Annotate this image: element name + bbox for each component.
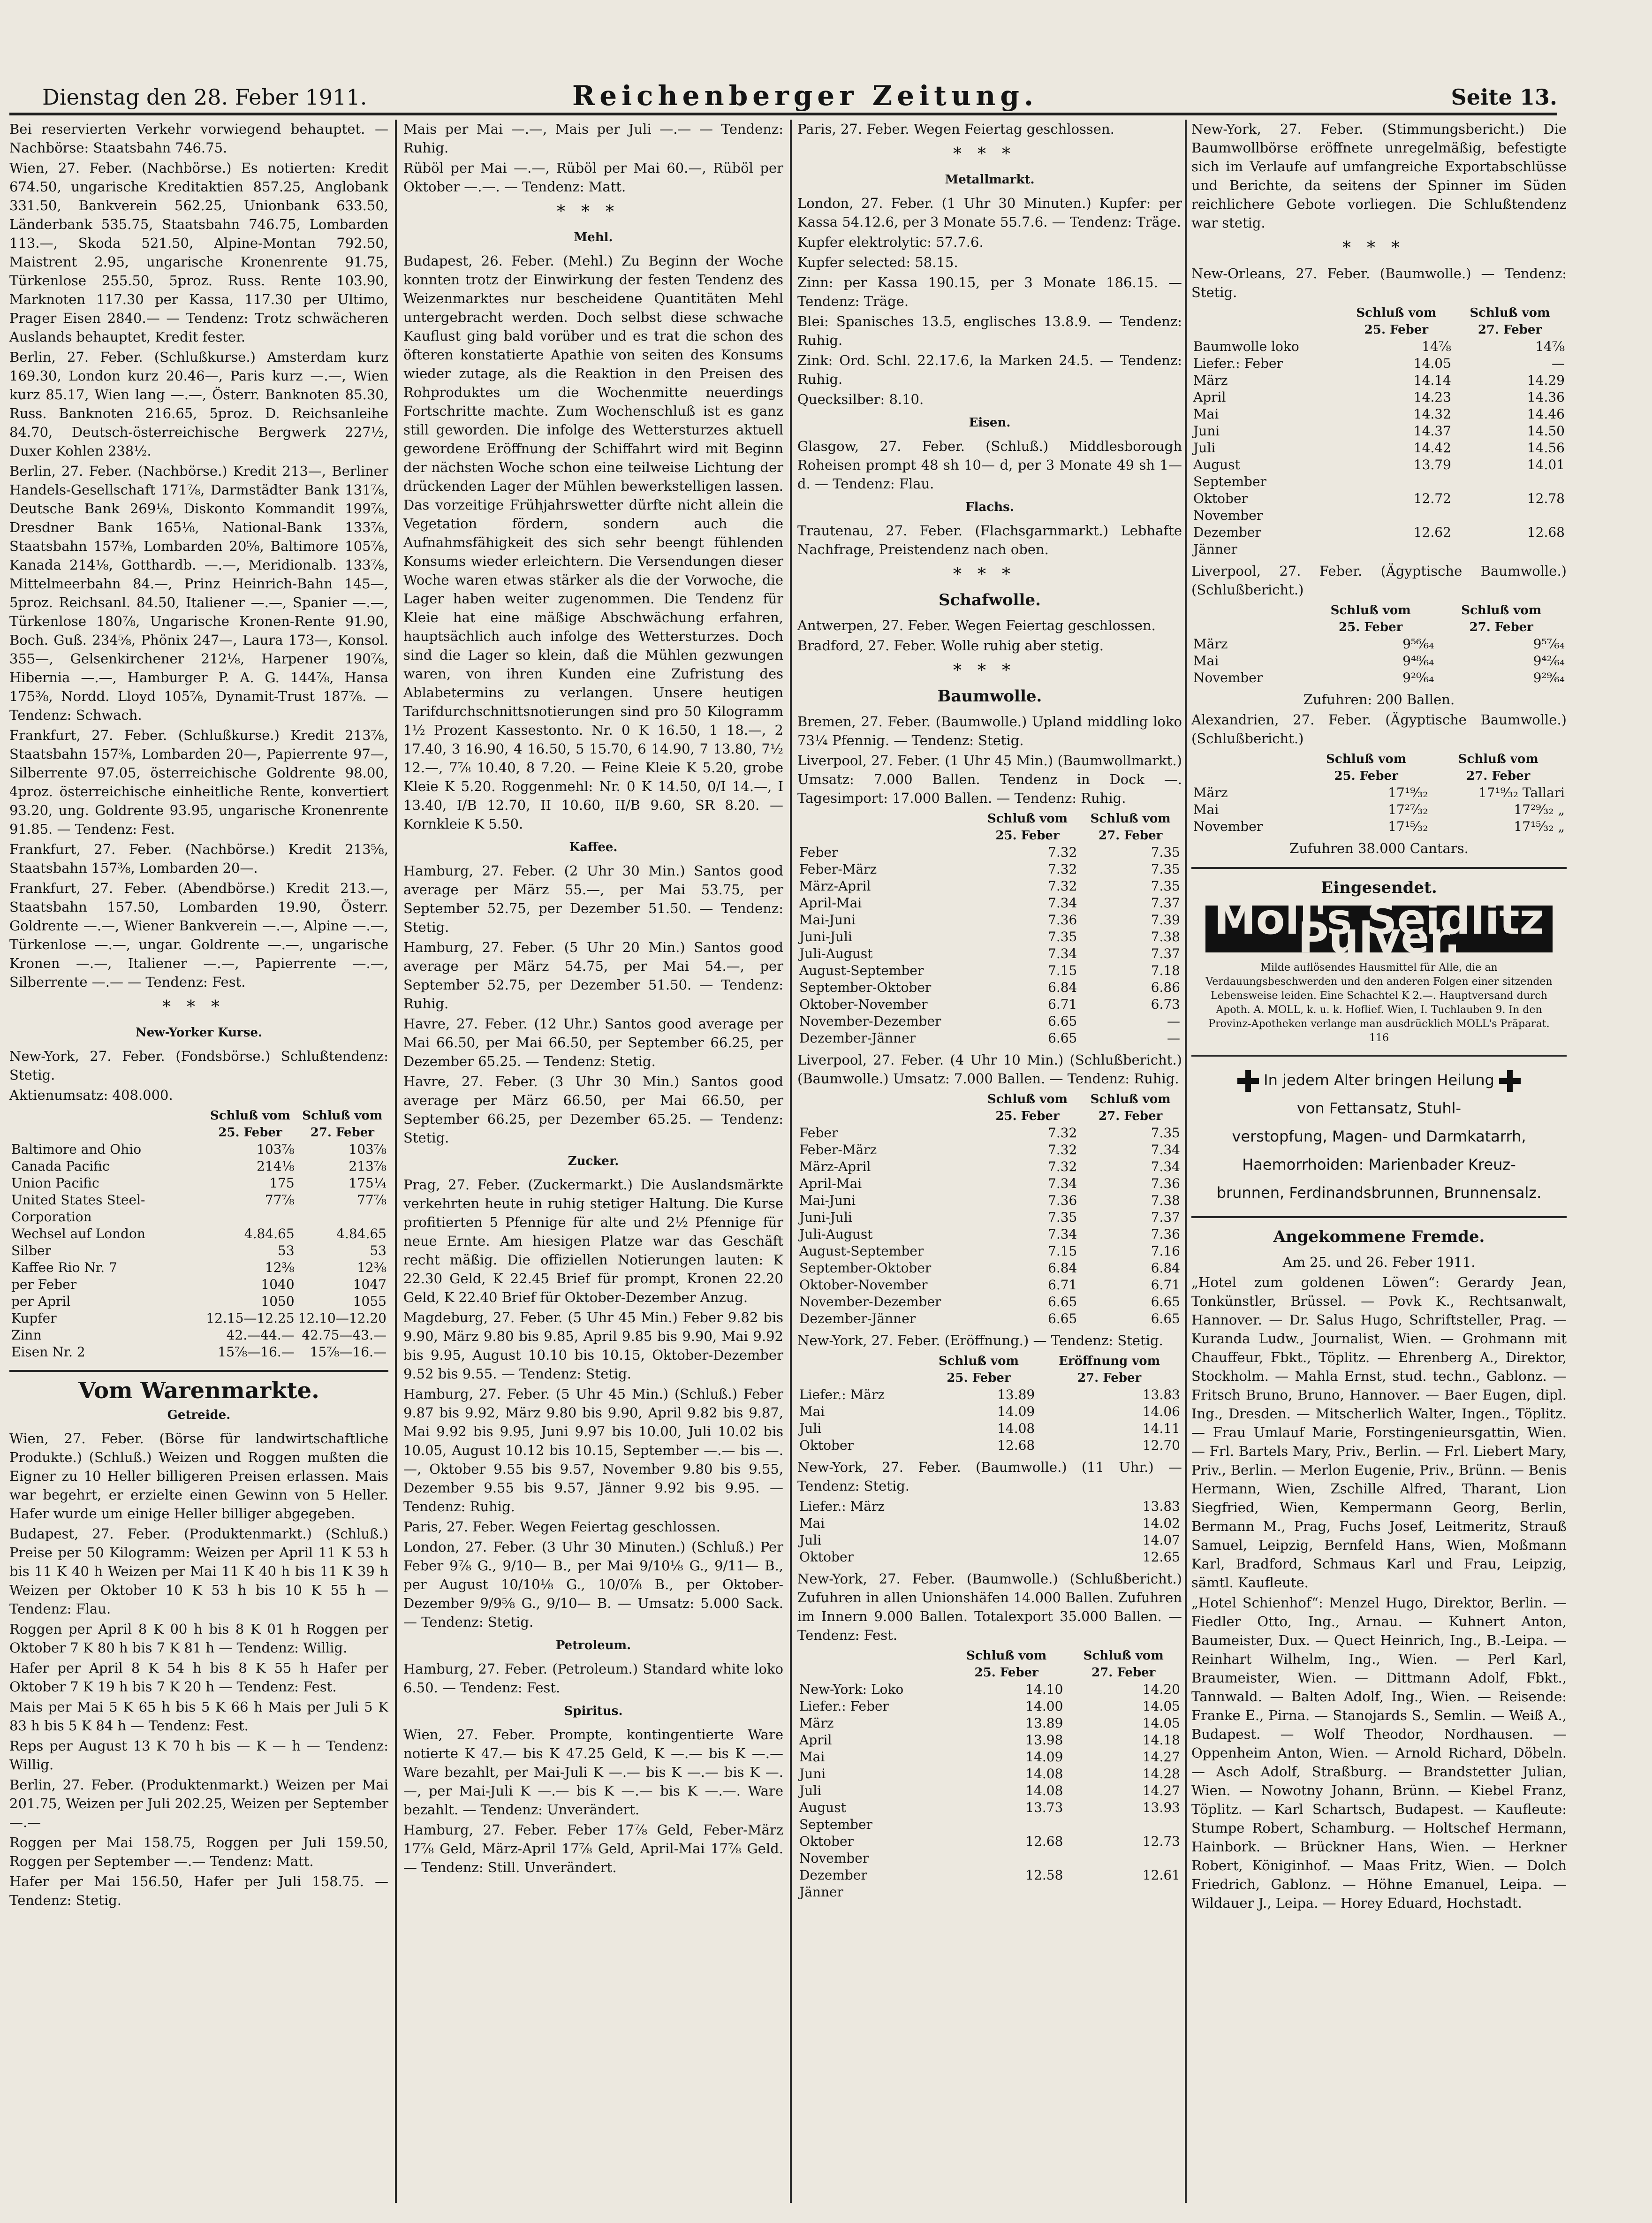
column-1 bbox=[9, 120, 388, 2203]
table-header: 25. Feber bbox=[995, 829, 1060, 843]
table-header: 25. Feber bbox=[218, 1126, 282, 1140]
table-row: Oktober 12.68 12.70 bbox=[799, 1438, 1180, 1453]
table-header: 27. Feber bbox=[1077, 1371, 1142, 1385]
table-row: Juli 14.08 14.11 bbox=[799, 1421, 1180, 1436]
advertisement-logo: Moll's Seidlitz Pulver. bbox=[1205, 906, 1553, 952]
table-row: März 14.14 14.29 bbox=[1193, 373, 1565, 388]
article-paragraph: Reps per August 13 K 70 h bis — K — h — Tendenz: Willig. bbox=[9, 1738, 388, 1773]
table-row: United States Steel-Corporation 77⅞ 77⅞ bbox=[11, 1192, 386, 1225]
table-row: Juni 14.37 14.50 bbox=[1193, 423, 1565, 439]
market-table bbox=[1191, 602, 1567, 686]
article-paragraph: London, 27. Feber. (3 Uhr 30 Minuten.) (Schluß.) Per Feber 9⅞ G., 9/10— B., per Mai 9/10⅛ G., 9/11— B., per August 10/10⅛ G., 10/0⅞ B., per Oktober-Dezember 9/9⅝ G., 9/10— B. — Umsatz: 5.000 Sack. — Tendenz: Stetig. bbox=[403, 1539, 783, 1630]
table-row: Juni-Juli 7.35 7.37 bbox=[799, 1210, 1180, 1225]
article-paragraph: Zink: Ord. Schl. 22.17.6, la Marken 24.5. — Tendenz: Ruhig. bbox=[797, 352, 1182, 387]
column-3 bbox=[797, 120, 1182, 2203]
table-row: Mai-Juni 7.36 7.38 bbox=[799, 1193, 1180, 1208]
table-row: März-April 7.32 7.34 bbox=[799, 1159, 1180, 1174]
table-header: Schluß vom bbox=[1470, 306, 1550, 320]
ad-line: von Fettansatz, Stuhl- bbox=[1296, 1099, 1462, 1117]
table-row: Mai 9⁴⁸⁄₆₄ 9⁴²⁄₆₄ bbox=[1193, 653, 1565, 669]
section-heading: Baumwolle. bbox=[937, 687, 1042, 706]
table-row: Mai 14.32 14.46 bbox=[1193, 406, 1565, 422]
table-row: Feber-März 7.32 7.35 bbox=[799, 861, 1180, 877]
table-row: März 13.89 14.05 bbox=[799, 1715, 1180, 1731]
article-paragraph: New-Orleans, 27. Feber. (Baumwolle.) — Tendenz: Stetig. bbox=[1191, 266, 1567, 300]
table-row: April-Mai 7.34 7.37 bbox=[799, 895, 1180, 911]
section-heading: Eingesendet. bbox=[1321, 878, 1437, 897]
article-paragraph: New-York, 27. Feber. (Baumwolle.) (Schlußbericht.) Zufuhren in allen Unionshäfen 14.000 Ballen. Zufuhren im Innern 9.000 Ballen. Totalexport 35.000 Ballen. — Tendenz: Fest. bbox=[797, 1571, 1182, 1643]
article-paragraph: Frankfurt, 27. Feber. (Nachbörse.) Kredit 213⅝, Staatsbahn 157⅜, Lombarden 20—. bbox=[9, 841, 388, 876]
table-row: Jänner bbox=[799, 1884, 843, 1900]
article-paragraph: Hamburg, 27. Feber. (5 Uhr 45 Min.) (Schluß.) Feber 9.87 bis 9.92, März 9.80 bis 9.90, April 9.82 bis 9.87, Mai 9.92 bis 9.95, Juni 9.97 bis 10.00, Juli 10.02 bis 10.05, August 10.12 bis 10.15, September —.— bis —.—, Oktober 9.55 bis 9.57, November 9.80 bis 9.55, Dezember 9.55 bis 9.57, Jänner 9.92 bis 9.95. — Tendenz: Ruhig. bbox=[403, 1386, 783, 1515]
table-row: Liefer.: März 13.83 bbox=[799, 1499, 1180, 1514]
table-header: Schluß vom bbox=[1458, 752, 1538, 766]
table-row: Dezember 12.58 12.61 bbox=[799, 1867, 1180, 1883]
column-divider bbox=[1185, 120, 1187, 2203]
section-rule bbox=[1191, 867, 1567, 869]
table-header: Schluß vom bbox=[302, 1109, 383, 1123]
article-paragraph: Zufuhren: 200 Ballen. bbox=[1303, 692, 1455, 708]
table-row: Silber 53 53 bbox=[11, 1243, 386, 1258]
advertisement-mineral-water bbox=[1191, 1066, 1567, 1207]
article-paragraph: Berlin, 27. Feber. (Nachbörse.) Kredit 213—, Berliner Handels-Gesellschaft 171⅞, Darmstädter Bank 131⅞, Deutsche Bank 269⅛, Diskonto Kommandit 199⅞, Dresdner Bank 165⅛, National-Bank 133⅞, Staatsbahn 157⅜, Lombarden 20⅝, Baltimore 105⅞, Kanada 214⅛, Gotthardb. —.—, Meridionalb. 133⅞, Mittelmeerbahn 84.—, Prinz Heinrich-Bahn 145—, 5proz. Reichsanl. 84.50, Italiener —.—, Spanier —.—, Türkenlose 180⅞, Ungarische Kronen-Rente 91.90, Boch. Guß. 234⅝, Phönix 247—, Laura 173—, Konsol. 355—, Gelsenkirchener 212⅛, Harpener 190⅞, Hibernia —.—, Hamburger P. A. G. 144⅞, Hansa 175⅜, Nordd. Lloyd 105⅞, Dynamit-Trust 187⅞. — Tendenz: Schwach. bbox=[9, 463, 388, 723]
market-table bbox=[797, 1353, 1182, 1454]
article-paragraph: Hafer per April 8 K 54 h bis 8 K 55 h Hafer per Oktober 7 K 19 h bis 7 K 20 h — Tendenz: Fest. bbox=[9, 1660, 388, 1695]
table-row: Dezember-Jänner 6.65 6.65 bbox=[799, 1311, 1180, 1326]
article-paragraph: Paris, 27. Feber. Wegen Feiertag geschlossen. bbox=[403, 1519, 720, 1535]
table-header: 27. Feber bbox=[1478, 323, 1542, 337]
table-row: Zinn 42.—44.— 42.75—43.— bbox=[11, 1327, 386, 1343]
article-paragraph: Wien, 27. Feber. (Börse für landwirtschaftliche Produkte.) (Schluß.) Weizen und Roggen mußten die Eigner zu 10 Heller billigeren Preisen erlassen. Mais war begehrt, er erzielte einen Gewinn von 5 Heller. Hafer wurde um einige Heller billiger abgegeben. bbox=[9, 1431, 388, 1522]
article-paragraph: Budapest, 26. Feber. (Mehl.) Zu Beginn der Woche konnten trotz der Einwirkung der festen Tendenz des Weizenmarktes nur bescheidene Quantitäten Mehl untergebracht werden. Doch selbst diese schwache Kauflust ging bald vorüber und es trat die schon des öfteren konstatierte Apathie von seiten des Konsums wieder zutage, als die Reaktion in den Preisen des Rohproduktes um die Wochenmitte neuerdings Fortschritte machte. Zum Wochenschluß ist es ganz still geworden. Die infolge des Wettersturzes aktuell gewordene Eröffnung der Schiffahrt wird mit Beginn der nächsten Woche schon eine teilweise Lichtung der drückenden Lager der Mühlen bewerkstelligen lassen. Das vorzeitige Frühjahrswetter dürfte nicht allein die Vegetation fördern, sondern auch die Aufnahmsfähigkeit des sich sehr beengt fühlenden Konsums wieder erleichtern. Die Versendungen dieser Woche waren etwas stärker als die der Vorwoche, die Lager haben weiter zugenommen. Die Tendenz für Kleie hat eine mäßige Abschwächung erfahren, hauptsächlich auch infolge des Wettersturzes. Doch sind die Lager so klein, daß die Mühlen gezwungen waren, von ihren Kunden eine Zufristung des Ablabetermins zu verlangen. Unsere heutigen Tarifdurchschnittsnotierungen sind pro 50 Kilogramm 1½ Prozent Kassestonto. Nr. 0 K 16.50, 1 18.—, 2 17.40, 3 16.90, 4 16.50, 5 15.70, 6 14.90, 7 13.80, 7½ 12.—, 7⅞ 10.40, 8 7.20. — Feine Kleie K 5.20, grobe Kleie K 5.20. Roggenmehl: Nr. 0 K 14.50, 0/I 14.—, I 13.40, I/B 12.70, II 10.60, II/B 9.60, SR 8.20. — Kornkleie K 5.50. bbox=[403, 253, 783, 832]
table-header: Schluß vom bbox=[1090, 1092, 1171, 1106]
ad-line: verstopfung, Magen- und Darmkatarrh, bbox=[1232, 1127, 1526, 1145]
article-paragraph: Paris, 27. Feber. Wegen Feiertag geschlossen. bbox=[797, 121, 1114, 137]
article-paragraph: Hamburg, 27. Feber. (2 Uhr 30 Min.) Santos good average per März 55.—, per Mai 53.75, per September 52.75, per Dezember 51.50. — Tendenz: Stetig. bbox=[403, 863, 783, 935]
article-paragraph: Glasgow, 27. Feber. (Schluß.) Middlesborough Roheisen prompt 48 sh 10— d, per 3 Monate 49 sh 1— d. — Tendenz: Flau. bbox=[797, 438, 1182, 492]
article-paragraph: Zinn: per Kassa 190.15, per 3 Monate 186.15. — Tendenz: Träge. bbox=[797, 274, 1182, 309]
page-number: Seite 13. bbox=[1451, 84, 1557, 110]
table-row: Feber 7.32 7.35 bbox=[799, 845, 1180, 860]
article-paragraph: New-York, 27. Feber. (Eröffnung.) — Tendenz: Stetig. bbox=[797, 1332, 1163, 1348]
article-paragraph: Havre, 27. Feber. (12 Uhr.) Santos good average per Mai 66.50, per Mai 66.50, per September 66.25, per Dezember 65.25. — Tendenz: Stetig. bbox=[403, 1016, 783, 1069]
table-row: September-Oktober 6.84 6.86 bbox=[799, 980, 1180, 995]
table-row: Liefer.: März 13.89 13.83 bbox=[799, 1387, 1180, 1402]
table-header: 25. Feber bbox=[974, 1666, 1038, 1680]
section-rule bbox=[1191, 1055, 1567, 1057]
table-row: Eisen Nr. 2 15⅞—16.— 15⅞—16.— bbox=[11, 1344, 386, 1360]
section-heading: Vom Warenmarkte. bbox=[78, 1378, 319, 1404]
table-row: Mai-Juni 7.36 7.39 bbox=[799, 912, 1180, 928]
table-row: Juli-August 7.34 7.37 bbox=[799, 946, 1180, 961]
table-header: 27. Feber bbox=[1099, 1109, 1163, 1123]
subsection-heading: Metallmarkt. bbox=[945, 173, 1035, 187]
article-paragraph: Roggen per April 8 K 00 h bis 8 K 01 h Roggen per Oktober 7 K 80 h bis 7 K 81 h — Tendenz: Willig. bbox=[9, 1621, 388, 1656]
table-row: Baltimore and Ohio 103⅞ 103⅞ bbox=[11, 1142, 386, 1157]
column-divider bbox=[395, 120, 397, 2203]
market-table bbox=[797, 1498, 1182, 1566]
article-paragraph: Bei reservierten Verkehr vorwiegend behauptet. — Nachbörse: Staatsbahn 746.75. bbox=[9, 121, 388, 156]
table-row: Canada Pacific 214⅛ 213⅞ bbox=[11, 1158, 386, 1174]
section-separator: *** bbox=[1342, 238, 1416, 258]
table-row: November 17¹⁵⁄₃₂ 17¹⁵⁄₃₂ „ bbox=[1193, 819, 1565, 834]
table-row: November bbox=[799, 1850, 869, 1866]
article-paragraph: Wien, 27. Feber. (Nachbörse.) Es notierten: Kredit 674.50, ungarische Kreditaktien 857.25, Anglobank 331.50, Bankverein 562.25, Unionbank 633.50, Länderbank 535.75, Staatsbahn 746.75, Lombarden 113.—, Skoda 521.50, Alpine-Montan 792.50, Maistrent 2.95, ungarische Kronenrente 91.75, Türkenlose 255.50, 5proz. Russ. Rente 103.90, Marknoten 117.30 per Kassa, 117.30 per Ultimo, Prager Eisen 2840.— — Tendenz: Trotz schwächeren Auslands behauptet, Kredit fester. bbox=[9, 160, 388, 345]
table-row: März 9⁵⁶⁄₆₄ 9⁵⁷⁄₆₄ bbox=[1193, 636, 1565, 652]
table-header: Schluß vom bbox=[210, 1109, 291, 1123]
column-4 bbox=[1191, 120, 1567, 2203]
article-paragraph: Havre, 27. Feber. (3 Uhr 30 Min.) Santos good average per März 66.50, per Mai 66.50, per September 66.25, per Dezember 65.25. — Tendenz: Stetig. bbox=[403, 1073, 783, 1146]
article-paragraph: Magdeburg, 27. Feber. (5 Uhr 45 Min.) Feber 9.82 bis 9.90, März 9.80 bis 9.85, April 9.85 bis 9.90, Mai 9.92 bis 9.95, August 10.10 bis 10.15, Oktober-Dezember 9.52 bis 9.55. — Tendenz: Stetig. bbox=[403, 1309, 783, 1382]
article-paragraph: Zufuhren 38.000 Cantars. bbox=[1289, 840, 1469, 856]
table-row: Union Pacific 175 175¼ bbox=[11, 1175, 386, 1191]
market-table bbox=[797, 810, 1182, 1047]
table-row: September-Oktober 6.84 6.84 bbox=[799, 1260, 1180, 1276]
section-heading: New-Yorker Kurse. bbox=[135, 1026, 263, 1040]
table-row: Juli 14.07 bbox=[799, 1532, 1180, 1548]
table-header: Schluß vom bbox=[966, 1649, 1047, 1663]
article-paragraph: Frankfurt, 27. Feber. (Abendbörse.) Kredit 213.—, Staatsbahn 157.50, Lombarden 19.90, Österr. Goldrente —.—, Wiener Bankverein —.—, Alpine —.—, Türkenlose —.—, ungar. Goldrente —.—, ungarische Kronen —.—, Italiener —.—, Papierrente —.—, Silberrente —.— — Tendenz: Fest. bbox=[9, 880, 388, 990]
article-paragraph: Liverpool, 27. Feber. (4 Uhr 10 Min.) (Schlußbericht.) (Baumwolle.) Umsatz: 7.000 Ballen. — Tendenz: Ruhig. bbox=[797, 1052, 1182, 1087]
table-header: 25. Feber bbox=[1334, 769, 1398, 783]
article-paragraph: Hamburg, 27. Feber. (5 Uhr 20 Min.) Santos good average per März 54.75, per Mai 54.—, per September 52.75, per Dezember 51.50. — Tendenz: Ruhig. bbox=[403, 939, 783, 1012]
section-rule bbox=[1191, 1216, 1567, 1218]
table-row: August 13.73 13.93 bbox=[799, 1800, 1180, 1815]
advertisement-text: Milde auflösendes Hausmittel für Alle, die an Verdauungsbeschwerden und den anderen Folgen einer sitzenden Lebensweise leiden. Eine Schachtel K 2.—. Hauptversand durch Apoth. A. MOLL, k. u. k. Hoflief. Wien, I. Tuchlauben 9. In den Provinz-Apotheken verlange man ausdrücklich MOLL's Präparat. 116 bbox=[1205, 962, 1553, 1044]
table-header: Eröffnung vom bbox=[1059, 1354, 1160, 1368]
table-header: Schluß vom bbox=[987, 812, 1068, 826]
article-paragraph: Kupfer elektrolytic: 57.7.6. bbox=[797, 234, 984, 250]
article-paragraph: Am 25. und 26. Feber 1911. bbox=[1282, 1254, 1476, 1270]
article-paragraph: Roggen per Mai 158.75, Roggen per Juli 159.50, Roggen per September —.— Tendenz: Matt. bbox=[9, 1835, 388, 1869]
section-separator: *** bbox=[162, 997, 235, 1017]
article-paragraph: Bremen, 27. Feber. (Baumwolle.) Upland middling loko 73¼ Pfennig. — Tendenz: Stetig. bbox=[797, 714, 1182, 748]
cross-icon bbox=[1499, 1070, 1521, 1092]
table-header: Schluß vom bbox=[1090, 812, 1171, 826]
table-row: September bbox=[1193, 474, 1266, 489]
article-paragraph: Rüböl per Mai —.—, Rüböl per Mai 60.—, Rüböl per Oktober —.—. — Tendenz: Matt. bbox=[403, 160, 783, 195]
ad-line: Haemorrhoiden: Marienbader Kreuz- bbox=[1242, 1156, 1516, 1173]
table-header: 27. Feber bbox=[310, 1126, 374, 1140]
article-paragraph: Bradford, 27. Feber. Wolle ruhig aber stetig. bbox=[797, 638, 1104, 654]
subsection-heading: Spiritus. bbox=[564, 1704, 623, 1718]
table-row: Oktober 12.65 bbox=[799, 1549, 1180, 1565]
article-paragraph: Liverpool, 27. Feber. (Ägyptische Baumwolle.) (Schlußbericht.) bbox=[1191, 563, 1567, 598]
table-row: März-April 7.32 7.35 bbox=[799, 878, 1180, 894]
ad-line bbox=[1191, 1066, 1567, 1094]
table-header: 27. Feber bbox=[1466, 769, 1531, 783]
article-paragraph: New-York, 27. Feber. (Stimmungsbericht.) Die Baumwollbörse eröffnete unregelmäßig, befestigte sich im Verlaufe auf umfangreiche Exportabschlüsse und Berichte, da seitens der Spinner im Süden reichlichere Gebote vorliegen. Die Schlußtendenz war stetig. bbox=[1191, 121, 1567, 231]
table-header: 25. Feber bbox=[947, 1371, 1011, 1385]
table-header: 27. Feber bbox=[1469, 620, 1533, 634]
table-row: Jänner bbox=[1193, 541, 1237, 557]
table-row: August-September 7.15 7.16 bbox=[799, 1243, 1180, 1259]
table-row: März 17¹⁹⁄₃₂ 17¹⁹⁄₃₂ Tallari bbox=[1193, 785, 1565, 800]
table-row: November-Dezember 6.65 6.65 bbox=[799, 1294, 1180, 1309]
article-paragraph: Hamburg, 27. Feber. (Petroleum.) Standard white loko 6.50. — Tendenz: Fest. bbox=[403, 1661, 783, 1696]
table-header: Schluß vom bbox=[1461, 603, 1542, 617]
article-paragraph: Blei: Spanisches 13.5, englisches 13.8.9. — Tendenz: Ruhig. bbox=[797, 313, 1182, 348]
subsection-heading: Zucker. bbox=[568, 1154, 619, 1168]
table-row: per Feber 1040 1047 bbox=[11, 1277, 386, 1292]
masthead bbox=[9, 70, 1557, 115]
article-paragraph: Prag, 27. Feber. (Zuckermarkt.) Die Auslandsmärkte verkehrten heute in ruhig stetiger Haltung. Die Kurse profitierten 5 Pfennige für alte und 2½ Pfennige für neue Ernte. Am hiesigen Platze war das Geschäft recht mäßig. Die offiziellen Notierungen lauten: K 22.30 Geld, K 22.45 Brief für prompt, Kronen 22.20 Geld, K 22.40 Brief für Oktober-Dezember Anzug. bbox=[403, 1177, 783, 1305]
table-row: Oktober 12.68 12.73 bbox=[799, 1834, 1180, 1849]
article-paragraph: Mais per Mai 5 K 65 h bis 5 K 66 h Mais per Juli 5 K 83 h bis 5 K 84 h — Tendenz: Fest. bbox=[9, 1699, 388, 1734]
table-row: Juni-Juli 7.35 7.38 bbox=[799, 929, 1180, 944]
subsection-heading: Flachs. bbox=[965, 500, 1014, 514]
table-row: Dezember-Jänner 6.65 — bbox=[799, 1030, 1180, 1046]
subsection-heading: Petroleum. bbox=[555, 1638, 631, 1652]
article-paragraph: Alexandrien, 27. Feber. (Ägyptische Baumwolle.) (Schlußbericht.) bbox=[1191, 712, 1567, 746]
article-paragraph: London, 27. Feber. (1 Uhr 30 Minuten.) Kupfer: per Kassa 54.12.6, per 3 Monate 55.7.6. — Tendenz: Träge. bbox=[797, 195, 1182, 230]
table-row: Kaffee Rio Nr. 7 12⅜ 12⅜ bbox=[11, 1260, 386, 1275]
article-paragraph: Berlin, 27. Feber. (Produktenmarkt.) Weizen per Mai 201.75, Weizen per Juli 202.25, Weizen per September —.— bbox=[9, 1777, 388, 1830]
article-paragraph: Frankfurt, 27. Feber. (Schlußkurse.) Kredit 213⅞, Staatsbahn 157⅜, Lombarden 20—, Papierrente 97—, Silberrente 97.05, österreichische Goldrente 98.00, 4proz. österreichische einheitliche Rente, konvertiert 93.20, ung. Goldrente 93.95, ungarische Kronenrente 91.85. — Tendenz: Fest. bbox=[9, 727, 388, 837]
cross-icon bbox=[1237, 1070, 1259, 1092]
market-table bbox=[1191, 751, 1567, 835]
article-paragraph: Antwerpen, 27. Feber. Wegen Feiertag geschlossen. bbox=[797, 617, 1156, 633]
market-table bbox=[797, 1647, 1182, 1901]
article-paragraph: Quecksilber: 8.10. bbox=[797, 391, 924, 407]
article-paragraph: Mais per Mai —.—, Mais per Juli —.— — Tendenz: Ruhig. bbox=[403, 121, 783, 156]
section-heading: Angekommene Fremde. bbox=[1273, 1227, 1485, 1246]
table-row: Oktober-November 6.71 6.73 bbox=[799, 997, 1180, 1012]
article-paragraph: New-York, 27. Feber. (Fondsbörse.) Schlußtendenz: Stetig. bbox=[9, 1048, 388, 1083]
table-row: Mai 14.09 14.06 bbox=[799, 1404, 1180, 1419]
section-heading: Schafwolle. bbox=[939, 591, 1041, 609]
article-paragraph: Liverpool, 27. Feber. (1 Uhr 45 Min.) (Baumwollmarkt.) Umsatz: 7.000 Ballen. Tendenz in Dock —. Tagesimport: 17.000 Ballen. — Tendenz: Ruhig. bbox=[797, 753, 1182, 806]
table-row: Mai 14.02 bbox=[799, 1515, 1180, 1531]
subsection-heading: Mehl. bbox=[574, 230, 613, 244]
subsection-heading: Kaffee. bbox=[569, 840, 618, 854]
table-row: Feber 7.32 7.35 bbox=[799, 1125, 1180, 1141]
table-row: April-Mai 7.34 7.36 bbox=[799, 1176, 1180, 1191]
table-header: 25. Feber bbox=[995, 1109, 1060, 1123]
table-row: Wechsel auf London 4.84.65 4.84.65 bbox=[11, 1226, 386, 1241]
table-row: April 13.98 14.18 bbox=[799, 1732, 1180, 1748]
table-row: Liefer.: Feber 14.00 14.05 bbox=[799, 1698, 1180, 1714]
table-row: November bbox=[1193, 508, 1263, 523]
article-paragraph: Aktienumsatz: 408.000. bbox=[9, 1087, 173, 1103]
table-row: November-Dezember 6.65 — bbox=[799, 1013, 1180, 1029]
section-separator: *** bbox=[953, 661, 1026, 680]
table-row: Kupfer 12.15—12.25 12.10—12.20 bbox=[11, 1310, 386, 1326]
table-row: Feber-März 7.32 7.34 bbox=[799, 1142, 1180, 1157]
article-paragraph: Trautenau, 27. Feber. (Flachsgarnmarkt.) Lebhafte Nachfrage, Preistendenz nach oben. bbox=[797, 523, 1182, 557]
article-paragraph: Berlin, 27. Feber. (Schlußkurse.) Amsterdam kurz 169.30, London kurz 20.46—, Paris kurz —.—, Wien kurz 85.17, Wien lang —.—, Österr. Banknoten 85.30, Russ. Banknoten 216.65, 5proz. D. Reichsanleihe 84.70, Deutsch-österreichische Bergwerk 227½, Duxer Kohlen 238½. bbox=[9, 349, 388, 459]
table-header: 25. Feber bbox=[1339, 620, 1403, 634]
table-row: Juni 14.08 14.28 bbox=[799, 1766, 1180, 1781]
table-row: Juli-August 7.34 7.36 bbox=[799, 1226, 1180, 1242]
table-header: Schluß vom bbox=[1083, 1649, 1164, 1663]
subsection-heading: Getreide. bbox=[167, 1408, 231, 1422]
market-table bbox=[9, 1107, 388, 1361]
table-row: Juli 14.08 14.27 bbox=[799, 1783, 1180, 1798]
article-paragraph: Hafer per Mai 156.50, Hafer per Juli 158.75. — Tendenz: Stetig. bbox=[9, 1873, 388, 1908]
article-paragraph: Wien, 27. Feber. Prompte, kontingentierte Ware notierte K 47.— bis K 47.25 Geld, K —.— bis K —.— Ware bezahlt, per Mai-Juli K —.— bis K —.— bis K —.—, per Mai-Juli K —.— bis K —.— bis K —.—. Ware bezahlt. — Tendenz: Unverändert. bbox=[403, 1727, 783, 1818]
table-header: Schluß vom bbox=[938, 1354, 1019, 1368]
table-header: Schluß vom bbox=[987, 1092, 1068, 1106]
table-row: Juli 14.42 14.56 bbox=[1193, 440, 1565, 456]
table-row: Mai 14.09 14.27 bbox=[799, 1749, 1180, 1765]
table-row: Dezember 12.62 12.68 bbox=[1193, 525, 1565, 540]
newspaper-title: Reichenberger Zeitung. bbox=[572, 80, 1038, 112]
table-row: Baumwolle loko 14⅞ 14⅞ bbox=[1193, 339, 1565, 354]
article-paragraph: Kupfer selected: 58.15. bbox=[797, 254, 958, 270]
table-row: Oktober 12.72 12.78 bbox=[1193, 491, 1565, 506]
article-paragraph: „Hotel zum goldenen Löwen“: Gerardy Jean, Tonkünstler, Brüssel. — Povk K., Rechtsanwalt, Hannover. — Dr. Salus Hugo, Schriftsteller, Prag. — Kuranda Ludw., Journalist, Wien. — Grohmann mit Chauffeur, Fbkt., Töplitz. — Ehrenberg A., Direktor, Stockholm. — Mahla Ernst, stud. techn., Gablonz. — Fritsch Bruno, Bruno, Hannover. — Baer Eugen, dipl. Ing., Dresden. — Mitscherlich Walter, Ingen., Töplitz. — Frau Umlauf Marie, Forstingenieursgattin, Wien. — Frl. Bartels Mary, Priv., Berlin. — Frl. Liebert Mary, Priv., Berlin. — Merlon Eugenie, Priv., Brünn. — Benis Hermann, Wien, Zschille Alfred, Tharant, Lion Siegfried, Wien, Kempermann Georg, Berlin, Bermann M., Prag, Fuchs Josef, Leitmeritz, Strauß Samuel, Leipzig, Bernfeld Hans, Wien, Moßmann Karl, Bradford, Schmaus Karl und Frau, Leipzig, sämtl. Kaufleute. bbox=[1191, 1274, 1567, 1591]
section-separator: *** bbox=[557, 202, 630, 221]
column-2 bbox=[403, 120, 783, 2203]
market-table bbox=[797, 1091, 1182, 1327]
article-paragraph: „Hotel Schienhof“: Menzel Hugo, Direktor, Berlin. — Fiedler Otto, Ing., Arnau. — Kuhnert Anton, Baumeister, Dux. — Quect Heinrich, Ing., B.-Leipa. — Reinhart Wilhelm, Ing., Wien. — Perl Karl, Braumeister, Wien. — Dittmann Adolf, Fbkt., Tannwald. — Balten Adolf, Ing., Wien. — Reisende: Franke E., Pirna. — Stanojards S., Semlin. — Weiß A., Budapest. — Wolf Theodor, Nordhausen. — Oppenheim Anton, Wien. — Arnold Richard, Döbeln. — Asch Adolf, Straßburg. — Brandstetter Julian, Wien. — Nowotny Johann, Brünn. — Kiebel Franz, Töplitz. — Karl Schartsch, Budapest. — Kaufleute: Stumpe Robert, Schamburg. — Holtschef Hermann, Hainbork. — Brückner Hans, Wien. — Herkner Robert, Königinhof. — Maas Fritz, Wien. — Dolch Friedrich, Gablonz. — Höhne Emanuel, Leipa. — Wildauer J., Leipa. — Horey Eduard, Hochstadt. bbox=[1191, 1595, 1567, 1911]
table-row: September bbox=[799, 1817, 872, 1832]
table-header: 25. Feber bbox=[1364, 323, 1429, 337]
table-header: 27. Feber bbox=[1099, 829, 1163, 843]
article-paragraph: Hamburg, 27. Feber. Feber 17⅞ Geld, Feber-März 17⅞ Geld, März-April 17⅞ Geld, April-Mai 17⅞ Geld. — Tendenz: Still. Unverändert. bbox=[403, 1822, 783, 1875]
table-row: Mai 17²⁷⁄₃₂ 17²⁹⁄₃₂ „ bbox=[1193, 802, 1565, 817]
table-row: New-York: Loko 14.10 14.20 bbox=[799, 1682, 1180, 1697]
table-row: April 14.23 14.36 bbox=[1193, 389, 1565, 405]
table-row: August-September 7.15 7.18 bbox=[799, 963, 1180, 978]
section-rule bbox=[9, 1370, 388, 1372]
issue-date: Dienstag den 28. Feber 1911. bbox=[42, 84, 367, 110]
section-separator: *** bbox=[953, 145, 1026, 164]
table-row: November 9²⁰⁄₆₄ 9²⁹⁄₆₄ bbox=[1193, 670, 1565, 685]
ad-line: brunnen, Ferdinandsbrunnen, Brunnensalz. bbox=[1216, 1184, 1542, 1202]
table-row: per April 1050 1055 bbox=[11, 1294, 386, 1309]
table-row: Liefer.: Feber 14.05 — bbox=[1193, 356, 1565, 371]
section-separator: *** bbox=[953, 565, 1026, 584]
ad-text: In jedem Alter bringen Heilung bbox=[1264, 1071, 1494, 1089]
table-header: Schluß vom bbox=[1356, 306, 1437, 320]
table-header: 27. Feber bbox=[1091, 1666, 1156, 1680]
table-header: Schluß vom bbox=[1326, 752, 1407, 766]
market-table bbox=[1191, 305, 1567, 558]
article-paragraph: New-York, 27. Feber. (Baumwolle.) (11 Uhr.) — Tendenz: Stetig. bbox=[797, 1459, 1182, 1494]
column-divider bbox=[790, 120, 792, 2203]
table-header: Schluß vom bbox=[1330, 603, 1411, 617]
table-row: Oktober-November 6.71 6.71 bbox=[799, 1277, 1180, 1293]
table-row: August 13.79 14.01 bbox=[1193, 457, 1565, 472]
article-paragraph: Budapest, 27. Feber. (Produktenmarkt.) (Schluß.) Preise per 50 Kilogramm: Weizen per April 11 K 53 h bis 11 K 40 h Weizen per Mai 11 K 40 h bis 11 K 39 h Weizen per Oktober 10 K 53 h bis 10 K 55 h — Tendenz: Flau. bbox=[9, 1526, 388, 1617]
subsection-heading: Eisen. bbox=[969, 416, 1011, 430]
